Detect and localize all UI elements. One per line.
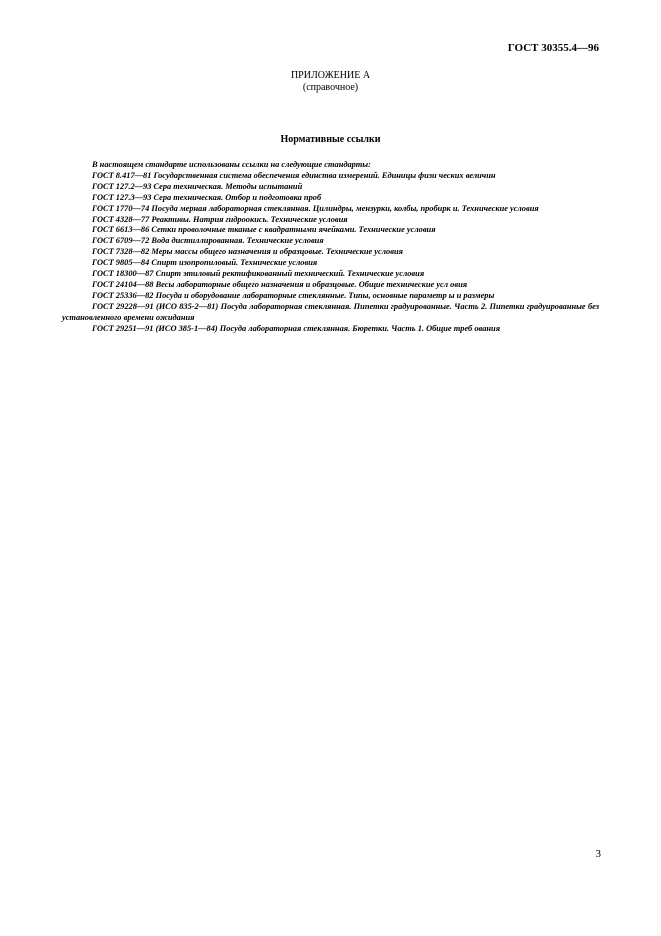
reference-item: ГОСТ 24104—88 Весы лабораторные общего назначения и образцовые. Общие технические усл овия xyxy=(92,279,468,289)
reference-item: ГОСТ 6613—86 Сетки проволочные тканые с квадратными ячейками. Технические условия xyxy=(92,225,436,235)
document-code-header: ГОСТ 30355.4—96 xyxy=(507,42,599,54)
section-title: Нормативные ссылки xyxy=(280,134,381,145)
reference-item: ГОСТ 29251—91 (ИСО 385-1—84) Посуда лабораторная стеклянная. Бюретки. Часть 1. Общие треб ования xyxy=(92,323,501,333)
reference-item: ГОСТ 127.3—93 Сера техническая. Отбор и подготовка проб xyxy=(92,192,322,202)
appendix-subtitle: (справочное) xyxy=(302,82,359,93)
reference-item: ГОСТ 7328—82 Меры массы общего назначения и образцовые. Технические условия xyxy=(92,247,403,257)
page-number: 3 xyxy=(595,848,601,860)
reference-item: ГОСТ 18300—87 Спирт этиловый ректификованный технический. Технические условия xyxy=(92,269,425,279)
reference-item: ГОСТ 127.2—93 Сера техническая. Методы испытаний xyxy=(92,181,303,191)
references-list xyxy=(62,160,599,335)
reference-item: ГОСТ 6709—72 Вода дистиллированная. Технические условия xyxy=(92,236,324,246)
reference-item: ГОСТ 1770—74 Посуда мерная лабораторная стеклянная. Цилиндры, мензурки, колбы, пробирк и. Технические условия xyxy=(92,203,539,213)
references-intro: В настоящем стандарте использованы ссылки на следующие стандарты: xyxy=(92,160,371,169)
reference-item: ГОСТ 25336—82 Посуда и оборудование лабораторные стеклянные. Типы, основные параметр ы и размеры xyxy=(92,290,495,300)
appendix-title: ПРИЛОЖЕНИЕ А xyxy=(290,70,371,81)
reference-item: ГОСТ 8.417—81 Государственная система обеспечения единства измерений. Единицы физи ческих величин xyxy=(92,170,496,180)
appendix-heading xyxy=(0,70,661,94)
reference-item: ГОСТ 29228—91 (ИСО 835-2—81) Посуда лабораторная стеклянная. Пипетки градуированные. Часть 2. Пипетки градуированные без установленного времени ожидания xyxy=(62,301,599,322)
reference-item: ГОСТ 9805—84 Спирт изопропиловый. Технические условия xyxy=(92,258,318,268)
reference-item: ГОСТ 4328—77 Реактивы. Натрия гидроокись. Технические условия xyxy=(92,214,348,224)
